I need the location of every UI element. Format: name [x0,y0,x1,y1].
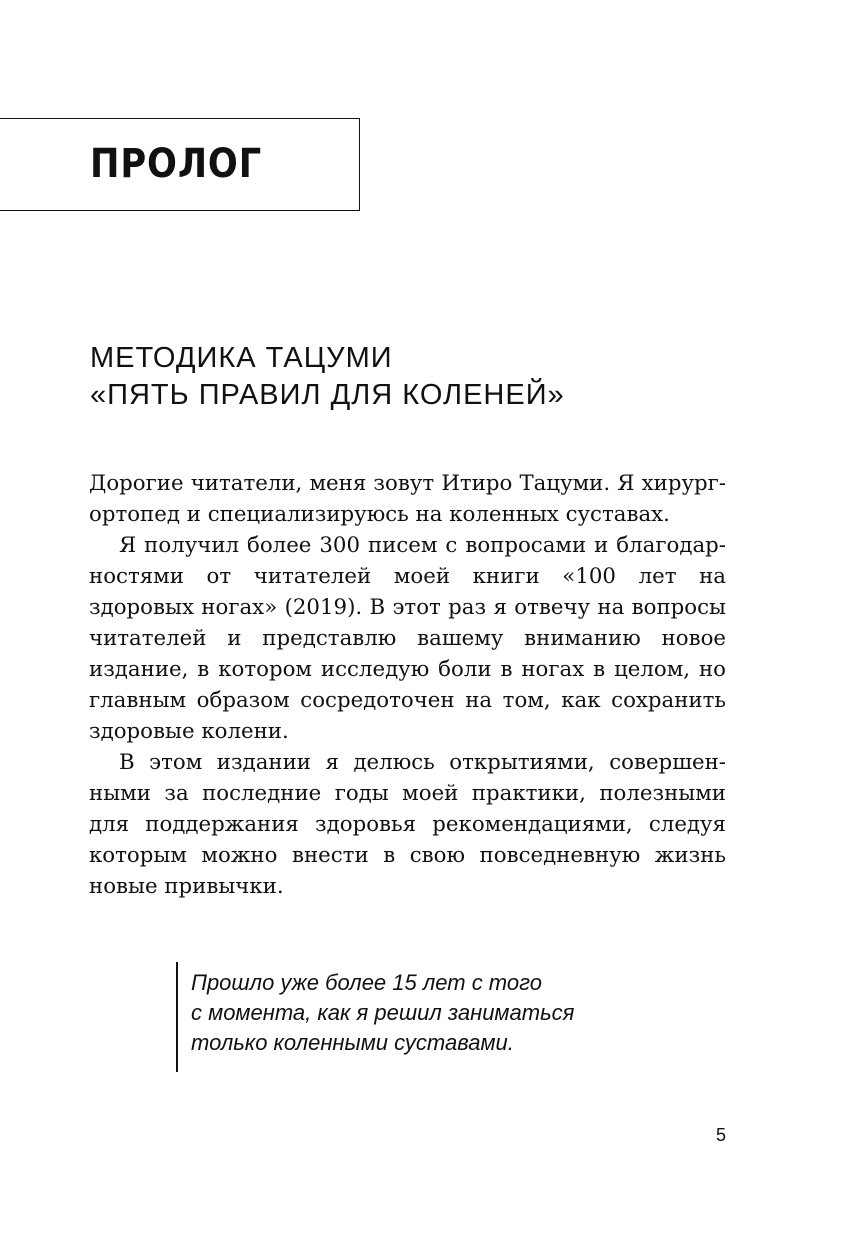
body-text [89,468,726,902]
pull-quote-line-2: с момента, как я решил заниматься [191,1000,575,1025]
section-title-line-2: «ПЯТЬ ПРАВИЛ ДЛЯ КОЛЕНЕЙ» [90,379,565,411]
section-title-line-1: МЕТОДИКА ТАЦУМИ [90,342,393,374]
pull-quote [176,962,596,1072]
section-title [90,340,565,414]
pull-quote-line-3: только коленными суставами. [191,1030,514,1055]
paragraph-1: Дорогие читатели, меня зовут Итиро Тацуми. Я хирург-ортопед и специализируюсь на коленных суставах. [89,471,726,527]
chapter-title: ПРОЛОГ [90,141,263,187]
paragraph-3: В этом издании я делюсь открытиями, совершенными за последние годы моей практики, полезными для поддержания здоровья рекомендациями, следуя которым можно внести в свою повседневную жизнь новые привычки. [89,750,726,899]
paragraph-2: Я получил более 300 писем с вопросами и благодарностями от читателей моей книги «100 лет на здоровых ногах» (2019). В этот раз я отвечу на вопросы читателей и представлю вашему вниманию новое издание, в котором исследую боли в ногах в целом, но главным образом сосредоточен на том, как сохранить здоровые колени. [89,533,726,744]
pull-quote-line-1: Прошло уже более 15 лет с того [191,970,542,995]
page-number: 5 [716,1125,727,1145]
